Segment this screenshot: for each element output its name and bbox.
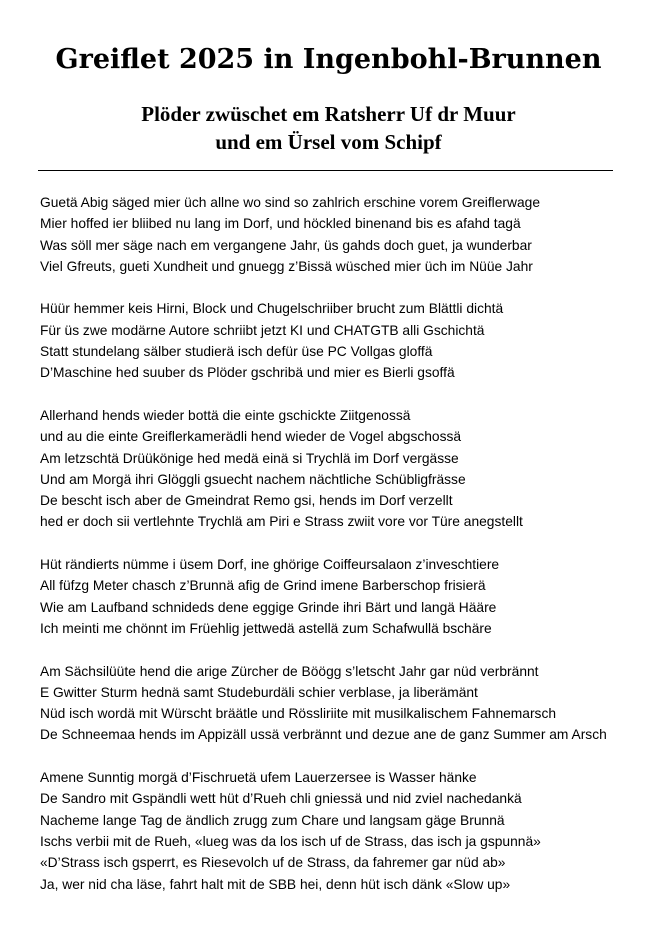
verse-line: D’Maschine hed suuber ds Plöder gschribä und mier es Bierli gsoffä <box>40 365 455 381</box>
verse-line: hed er doch sii vertlehnte Trychlä am Piri e Strass zwiit vore vor Türe anegstellt <box>40 514 523 530</box>
verse-line: De bescht isch aber de Gmeindrat Remo gsi, hends im Dorf verzellt <box>40 493 453 509</box>
subtitle-line: und em Ürsel vom Schipf <box>215 130 442 154</box>
stanza <box>40 767 650 895</box>
verse-line: Allerhand hends wieder bottä die einte gschickte Ziitgenossä <box>40 407 411 423</box>
verse-line: Hüt rändierts nümme i üsem Dorf, ine ghörige Coiffeursalaon z’inveschtiere <box>40 557 500 573</box>
stanza <box>40 661 650 746</box>
verse-line: Am Sächsilüüte hend die arige Zürcher de Böögg s’letscht Jahr gar nüd verbrännt <box>40 663 539 679</box>
verse-line: Am letzschtä Drüükönige hed medä einä si Trychlä im Dorf vergässe <box>40 450 459 466</box>
verse-line: Hüür hemmer keis Hirni, Block und Chugelschriiber brucht zum Blättli dichtä <box>40 301 504 317</box>
verse-line: All füfzg Meter chasch z’Brunnä afig de Grind imene Barberschop frisierä <box>40 578 486 594</box>
stanza <box>40 192 650 277</box>
document-title: Greiflet 2025 in Ingenbohl-Brunnen <box>55 44 602 75</box>
verse-line: Ich meinti me chönnt im Früehlig jettwedä astellä zum Schafwullä bschäre <box>40 620 492 636</box>
verse-line: Was söll mer säge nach em vergangene Jahr, üs gahds doch guet, ja wunderbar <box>40 237 532 253</box>
verse-line: Viel Gfreuts, gueti Xundheit und gnuegg z’Bissä wüsched mier üch im Nüüe Jahr <box>40 258 533 274</box>
verse-line: Ja, wer nid cha läse, fahrt halt mit de SBB hei, denn hüt isch dänk «Slow up» <box>40 876 511 892</box>
verse-line: Mier hoffed ier bliibed nu lang im Dorf, und höckled binenand bis es afahd tagä <box>40 216 521 232</box>
verse-line: Wie am Laufband schnideds dene eggige Grinde ihri Bärt und langä Hääre <box>40 599 497 615</box>
poem-body <box>40 192 650 916</box>
verse-line: De Schneemaa hends im Appizäll ussä verbrännt und dezue ane de ganz Summer am Arsch <box>40 727 607 743</box>
verse-line: De Sandro mit Gspändli wett hüt d’Rueh chli gniessä und nid zviel nachedankä <box>40 791 522 807</box>
title-divider <box>38 170 613 171</box>
verse-line: und au die einte Greiflerkamerädli hend wieder de Vogel abgschossä <box>40 429 462 445</box>
stanza <box>40 554 650 639</box>
verse-line: Nüd isch wordä mit Würscht bräätle und Rössliriite mit musilkalischem Fahnemarsch <box>40 706 557 722</box>
verse-line: Für üs zwe modärne Autore schriibt jetzt KI und CHATGTB alli Gschichtä <box>40 322 485 338</box>
verse-line: Nacheme lange Tag de ändlich zrugg zum Chare und langsam gäge Brunnä <box>40 812 505 828</box>
verse-line: «D’Strass isch gsperrt, es Riesevolch uf de Strass, da fahremer gar nüd ab» <box>40 855 506 871</box>
verse-line: Guetä Abig säged mier üch allne wo sind so zahlrich erschine vorem Greiflerwage <box>40 195 541 210</box>
subtitle-line: Plöder zwüschet em Ratsherr Uf dr Muur <box>141 102 516 126</box>
stanza <box>40 298 650 383</box>
verse-line: E Gwitter Sturm hednä samt Studeburdäli schier verblase, ja liberämänt <box>40 684 478 700</box>
verse-line: Amene Sunntig morgä d’Fischruetä ufem Lauerzersee is Wasser hänke <box>40 770 477 786</box>
verse-line: Statt stundelang sälber studierä isch defür üse PC Vollgas gloffä <box>40 344 433 360</box>
document-subtitle <box>0 100 657 156</box>
verse-line: Und am Morgä ihri Glöggli gsuecht nachem nächtliche Schübligfrässe <box>40 471 466 487</box>
stanza <box>40 405 650 533</box>
verse-line: Ischs verbii mit de Rueh, «lueg was da los isch uf de Strass, das isch ja gspunnä» <box>40 833 541 849</box>
